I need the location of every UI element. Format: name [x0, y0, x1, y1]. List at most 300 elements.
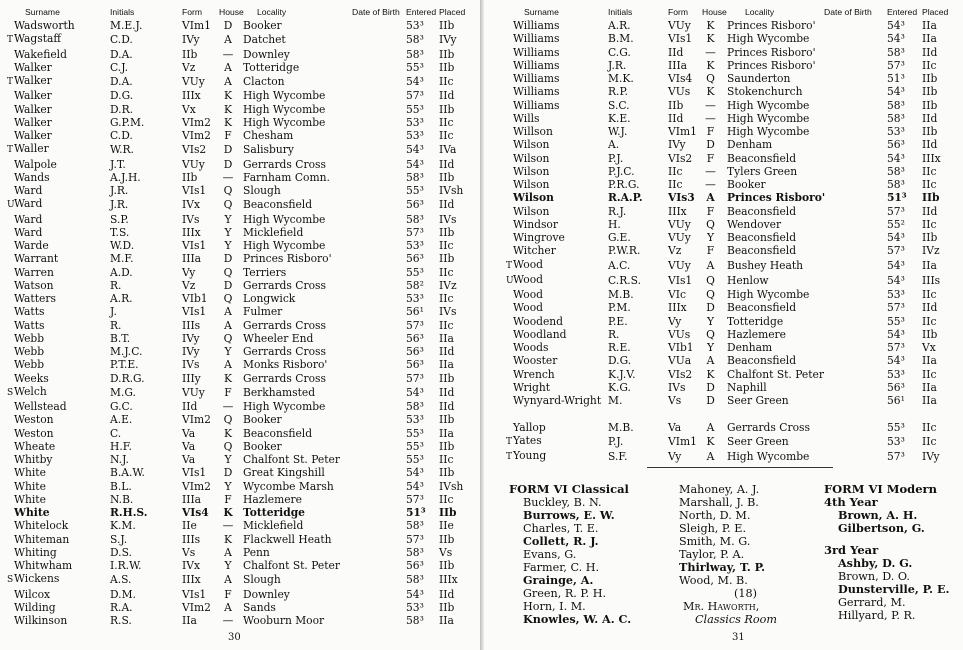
- surname-text: Waller: [14, 142, 49, 156]
- surname-text: Williams: [513, 58, 560, 72]
- locality-cell: High Wycombe: [243, 239, 326, 252]
- surname-text: White: [14, 506, 50, 519]
- surname-cell: [504, 354, 606, 367]
- table-row: [504, 178, 958, 191]
- surname-text: Walker: [14, 74, 52, 87]
- surname-cell: [5, 32, 108, 47]
- surname-text: Walker: [14, 102, 52, 116]
- form-cell: IVy: [182, 33, 200, 47]
- house-cell: K: [706, 85, 715, 99]
- initials-cell: W.R.: [110, 143, 134, 157]
- initials-cell: J.T.: [110, 157, 126, 171]
- house-cell: Q: [223, 439, 233, 453]
- surname-cell: [504, 231, 606, 244]
- surname-cell: [504, 152, 606, 165]
- table-row: [504, 125, 958, 138]
- initials-cell: N.J.: [110, 453, 129, 466]
- placed-cell: IIb: [439, 532, 455, 546]
- dob-cell: [822, 165, 885, 178]
- surname-cell: [5, 116, 108, 129]
- locality-cell: High Wycombe: [243, 115, 326, 129]
- form-cell: VUy: [668, 19, 691, 32]
- surname-text: Wrench: [513, 367, 555, 381]
- form-cell: IIIy: [182, 371, 201, 385]
- entered-cell: 51³: [887, 72, 905, 85]
- house-cell: F: [224, 129, 232, 142]
- placed-cell: IIb: [439, 47, 455, 61]
- locality-cell: Gerrards Cross: [243, 345, 326, 358]
- form-cell: IIIx: [182, 89, 201, 103]
- placed-cell: IIb: [439, 371, 455, 385]
- locality-cell: Micklefield: [243, 225, 304, 239]
- house-cell: Y: [224, 225, 232, 239]
- house-cell: K: [224, 102, 232, 116]
- dob-cell: [822, 46, 885, 59]
- form-cell: IIIx: [668, 204, 687, 218]
- surname-text: Weeks: [14, 371, 49, 385]
- entered-cell: 56³: [406, 559, 424, 572]
- status-mark: U: [7, 200, 15, 211]
- table-row: [5, 292, 473, 305]
- form-header: Form: [668, 7, 689, 17]
- locality-cell: Slough: [243, 184, 281, 197]
- surname-cell: [504, 368, 606, 381]
- dob-cell: [350, 19, 404, 32]
- dob-cell: [350, 493, 404, 506]
- dob-cell: [822, 244, 885, 257]
- entered-cell: 57³: [887, 204, 905, 218]
- dob-cell: [822, 72, 885, 85]
- dob-cell: [822, 341, 885, 354]
- surname-cell: [504, 191, 606, 204]
- surname-text: Ward: [14, 212, 43, 226]
- surname-cell: [504, 112, 606, 125]
- form-cell: VIs1: [668, 273, 693, 287]
- initials-cell: R.E.: [608, 341, 631, 354]
- table-row: [504, 99, 958, 112]
- table-row: [5, 372, 473, 385]
- entered-cell: 57³: [887, 450, 905, 463]
- locality-cell: Terriers: [243, 265, 287, 279]
- entered-cell: 54³: [406, 466, 424, 480]
- entered-cell: 54³: [406, 479, 424, 493]
- surname-cell: [5, 372, 108, 385]
- dob-cell: [350, 319, 404, 332]
- entered-cell: 53³: [406, 129, 424, 142]
- placed-cell: IIc: [439, 115, 454, 129]
- table-row: [504, 288, 958, 301]
- form-cell: Va: [668, 420, 682, 434]
- locality-header: Locality: [257, 7, 287, 17]
- surname-text: Wilson: [513, 151, 550, 165]
- form-cell: IId: [182, 400, 198, 413]
- table-row: [5, 614, 473, 627]
- table-row: [504, 32, 958, 45]
- form-cell: VUs: [668, 85, 691, 99]
- surname-text: Williams: [513, 98, 560, 112]
- surname-cell: [504, 301, 606, 314]
- entered-cell: 55³: [406, 265, 424, 279]
- surname-header: Surname: [524, 7, 559, 17]
- entered-cell: 54³: [406, 143, 424, 157]
- entered-cell: 55³: [406, 184, 424, 197]
- house-cell: A: [706, 450, 715, 463]
- house-cell: Q: [706, 327, 715, 341]
- initials-cell: D.R.: [110, 102, 134, 116]
- surname-cell: [504, 434, 606, 449]
- entered-cell: 55³: [406, 453, 424, 466]
- initials-cell: A.E.: [110, 413, 133, 427]
- initials-cell: P.E.: [608, 314, 628, 328]
- placed-cell: IVz: [439, 278, 457, 292]
- table-row: [5, 480, 473, 493]
- table-row: [504, 231, 958, 244]
- initials-cell: A.R.: [110, 292, 133, 305]
- house-cell: K: [706, 19, 715, 32]
- locality-cell: Gerrards Cross: [243, 278, 326, 292]
- surname-cell: [5, 358, 108, 371]
- initials-cell: A.D.: [110, 265, 133, 279]
- surname-cell: [504, 328, 606, 341]
- surname-text: Woods: [513, 341, 549, 354]
- surname-text: Wood: [513, 272, 543, 286]
- dob-cell: [350, 546, 404, 559]
- dob-cell: [822, 138, 885, 151]
- house-cell: Q: [706, 217, 715, 231]
- locality-cell: Booker: [727, 178, 766, 191]
- page-number-right: 31: [732, 632, 745, 643]
- student-name: Mahoney, A. J.: [679, 483, 760, 496]
- status-mark: T: [506, 452, 513, 462]
- form-cell: IVy: [668, 138, 686, 152]
- surname-text: Weston: [14, 426, 54, 440]
- table-row: [5, 506, 473, 519]
- locality-cell: Beaconsfield: [727, 301, 797, 315]
- locality-cell: Wycombe Marsh: [243, 479, 334, 493]
- house-cell: —: [222, 614, 234, 627]
- placed-cell: IIa: [922, 258, 937, 272]
- placed-cell: IId: [439, 89, 455, 103]
- table-row: [5, 103, 473, 116]
- surname-cell: [5, 466, 108, 479]
- surname-text: Whiteman: [14, 532, 70, 546]
- locality-cell: Gerrards Cross: [727, 420, 810, 434]
- form-cell: VIs4: [668, 72, 693, 85]
- surname-cell: [5, 319, 108, 332]
- surname-cell: [5, 493, 108, 506]
- locality-cell: Bushey Heath: [727, 258, 804, 272]
- house-cell: Q: [706, 273, 715, 287]
- initials-cell: R.S.: [110, 614, 132, 627]
- entered-cell: 57³: [406, 492, 424, 506]
- section-separator: [647, 467, 833, 468]
- initials-cell: K.M.: [110, 519, 136, 533]
- form-cell: Vz: [182, 60, 196, 74]
- surname-text: Warren: [14, 265, 54, 279]
- surname-cell: [5, 252, 108, 265]
- initials-cell: C.D.: [110, 33, 133, 47]
- dob-cell: [350, 345, 404, 358]
- initials-cell: T.S.: [110, 225, 130, 239]
- initials-cell: A.R.: [608, 19, 631, 32]
- initials-cell: M.K.: [608, 72, 634, 85]
- entered-cell: 56³: [887, 380, 905, 394]
- form-cell: VIm1: [668, 434, 697, 448]
- entered-cell: 51³: [887, 191, 907, 205]
- form-cell: Va: [182, 439, 196, 453]
- register-table-right: [504, 6, 958, 464]
- table-row: [5, 358, 473, 371]
- house-cell: Y: [706, 341, 715, 354]
- entered-cell: 54³: [406, 587, 424, 601]
- initials-cell: D.A.: [110, 75, 133, 88]
- form-cell: Vz: [182, 278, 196, 292]
- table-row: [5, 493, 473, 506]
- house-cell: K: [224, 115, 232, 129]
- entered-cell: 55³: [406, 426, 424, 440]
- entered-cell: 58³: [406, 545, 424, 559]
- house-cell: D: [706, 301, 715, 315]
- surname-cell: [5, 279, 108, 292]
- table-row: [5, 319, 473, 332]
- placed-cell: IId: [439, 157, 455, 171]
- surname-cell: [504, 32, 606, 45]
- table-row: [504, 138, 958, 151]
- form-cell: VUy: [182, 75, 205, 88]
- surname-text: Warde: [14, 239, 49, 252]
- form-cell: VIs1: [182, 305, 207, 319]
- table-row: [504, 19, 958, 32]
- placed-cell: IIe: [439, 519, 454, 533]
- locality-cell: Gerrards Cross: [243, 157, 326, 171]
- form-cell: VUa: [668, 354, 692, 368]
- dob-cell: [350, 453, 404, 466]
- form-cell: IIIs: [182, 318, 201, 332]
- initials-cell: A.J.H.: [110, 170, 141, 184]
- initials-cell: H.F.: [110, 439, 132, 453]
- initials-cell: D.M.: [110, 587, 136, 601]
- house-cell: A: [224, 305, 232, 319]
- student-name: Marshall, J. B.: [679, 496, 759, 509]
- entered-cell: 57³: [887, 58, 905, 72]
- class-count: (18): [734, 587, 757, 600]
- house-cell: A: [224, 60, 232, 74]
- entered-cell: 58³: [887, 98, 905, 112]
- locality-cell: Stokenchurch: [727, 85, 803, 99]
- house-cell: K: [223, 506, 233, 519]
- entered-cell: 57³: [406, 371, 424, 385]
- house-cell: A: [224, 33, 232, 47]
- initials-cell: A.: [608, 138, 620, 152]
- table-row: [504, 328, 958, 341]
- table-row: [5, 116, 473, 129]
- placed-cell: IIb: [439, 19, 455, 32]
- house-cell: A: [706, 191, 715, 205]
- surname-cell: [504, 341, 606, 354]
- house-cell: D: [223, 19, 233, 32]
- house-cell: Q: [706, 72, 715, 85]
- student-name: North, D. M.: [679, 509, 751, 522]
- entered-cell: 53³: [887, 367, 905, 381]
- surname-text: Willson: [513, 125, 553, 138]
- placed-cell: IIb: [439, 466, 455, 480]
- dob-cell: [350, 171, 404, 184]
- surname-cell: [5, 197, 108, 212]
- dob-cell: [350, 213, 404, 226]
- locality-cell: Beaconsfield: [727, 231, 797, 244]
- form-cell: Vy: [182, 265, 196, 279]
- house-cell: D: [706, 380, 715, 394]
- surname-text: Williams: [513, 72, 560, 85]
- surname-text: White: [14, 479, 46, 493]
- entered-header: Entered: [406, 7, 437, 17]
- surname-text: Wilson: [513, 191, 554, 205]
- house-cell: Y: [706, 314, 715, 328]
- surname-text: Watters: [14, 292, 56, 305]
- surname-cell: [504, 138, 606, 151]
- locality-cell: High Wycombe: [243, 400, 326, 413]
- dob-cell: [350, 226, 404, 239]
- form-cell: IId: [668, 111, 684, 125]
- placed-cell: IIIs: [922, 273, 941, 287]
- house-cell: F: [706, 244, 715, 258]
- form-cell: VIs1: [182, 184, 207, 197]
- entered-cell: 55²: [887, 217, 905, 231]
- placed-cell: IIc: [439, 265, 454, 279]
- surname-text: Wheate: [14, 439, 56, 453]
- dob-cell: [350, 184, 404, 197]
- initials-header: Initials: [608, 7, 633, 17]
- dob-cell: [350, 266, 404, 279]
- locality-cell: Wooburn Moor: [243, 614, 325, 627]
- locality-cell: High Wycombe: [727, 288, 810, 301]
- initials-cell: K.G.: [608, 380, 631, 394]
- placed-cell: IIIx: [439, 573, 458, 587]
- dob-cell: [350, 601, 404, 614]
- initials-cell: C.G.: [608, 45, 631, 59]
- surname-text: Webb: [14, 331, 45, 345]
- form-cell: IVs: [668, 380, 686, 394]
- surname-cell: [5, 345, 108, 358]
- form-cell: IIe: [182, 519, 197, 533]
- initials-header: Initials: [110, 7, 135, 17]
- placed-cell: IIb: [439, 439, 455, 453]
- page-number-left: 30: [228, 632, 241, 643]
- form-cell: VIs2: [668, 367, 693, 381]
- entered-cell: 53³: [406, 115, 424, 129]
- dob-cell: [350, 400, 404, 413]
- locality-cell: Downley: [243, 587, 290, 601]
- house-cell: A: [224, 75, 232, 88]
- initials-cell: I.R.W.: [110, 559, 142, 572]
- locality-cell: Fulmer: [243, 305, 283, 319]
- surname-cell: [5, 19, 108, 32]
- dob-cell: [350, 158, 404, 171]
- locality-cell: Wendover: [727, 217, 782, 231]
- form-cell: VIs4: [182, 506, 209, 519]
- entered-cell: 56³: [406, 331, 424, 345]
- placed-cell: IIc: [922, 217, 937, 231]
- form-cell: VUs: [668, 327, 691, 341]
- surname-cell: [5, 292, 108, 305]
- entered-cell: 56³: [406, 252, 424, 266]
- surname-cell: [504, 205, 606, 218]
- surname-text: White: [14, 466, 46, 480]
- surname-text: Wingrove: [513, 231, 565, 244]
- house-cell: Y: [224, 212, 232, 226]
- surname-text: Yallop: [513, 420, 546, 434]
- form-cell: Vs: [668, 394, 682, 407]
- form-vi-classical-heading: FORM VI Classical: [509, 482, 629, 496]
- placed-cell: Vs: [439, 545, 453, 559]
- surname-cell: [5, 158, 108, 171]
- form-cell: VIm1: [668, 125, 697, 138]
- entered-cell: 55³: [887, 420, 905, 434]
- surname-cell: [5, 480, 108, 493]
- form-cell: VIs1: [182, 466, 207, 480]
- surname-text: Wilkinson: [14, 614, 68, 627]
- dob-cell: [350, 129, 404, 142]
- left-page: [0, 0, 480, 650]
- student-name: Gerrard, M.: [838, 596, 906, 609]
- form-vi-modern: [824, 483, 949, 622]
- table-row: [504, 258, 958, 273]
- status-mark: T: [506, 260, 513, 271]
- placed-cell: IId: [922, 138, 938, 152]
- locality-cell: Gerrards Cross: [243, 371, 326, 385]
- entered-cell: 54³: [406, 385, 424, 399]
- initials-cell: S.F.: [608, 450, 628, 463]
- placed-cell: IIc: [922, 367, 937, 381]
- house-cell: Y: [224, 559, 232, 572]
- placed-cell: IIb: [922, 327, 938, 341]
- dob-cell: [822, 273, 885, 288]
- initials-cell: R.A.: [110, 600, 133, 614]
- surname-text: Wynyard-Wright: [513, 394, 602, 407]
- placed-cell: IId: [439, 345, 455, 358]
- form-cell: VIs1: [668, 32, 693, 46]
- placed-cell: IIb: [439, 600, 455, 614]
- student-name: Sleigh, P. E.: [679, 522, 747, 535]
- student-name: Grainge, A.: [523, 573, 594, 587]
- house-cell: —: [222, 47, 234, 61]
- form-cell: Vy: [668, 450, 682, 463]
- dob-header: Date of Birth: [352, 7, 400, 17]
- house-cell: —: [222, 400, 234, 413]
- surname-cell: [5, 142, 108, 157]
- entered-cell: 55³: [406, 439, 424, 453]
- form-cell: VIm1: [182, 19, 211, 32]
- initials-cell: D.A.: [110, 47, 133, 61]
- locality-cell: Seer Green: [727, 394, 789, 407]
- surname-cell: [5, 61, 108, 74]
- locality-cell: High Wycombe: [727, 450, 810, 463]
- initials-cell: G.C.: [110, 400, 133, 413]
- initials-cell: J.: [110, 305, 117, 319]
- table-row: [5, 413, 473, 426]
- dob-cell: [822, 191, 885, 204]
- dob-cell: [350, 74, 404, 89]
- initials-cell: J.R.: [110, 198, 129, 212]
- surname-text: Whitwham: [14, 559, 73, 572]
- initials-cell: P.R.G.: [608, 178, 640, 191]
- house-cell: Q: [223, 331, 233, 345]
- surname-text: Wilcox: [14, 587, 51, 601]
- entered-cell: 56³: [406, 198, 424, 212]
- initials-cell: S.C.: [608, 98, 630, 112]
- surname-text: Wilding: [14, 600, 56, 614]
- table-row: [5, 546, 473, 559]
